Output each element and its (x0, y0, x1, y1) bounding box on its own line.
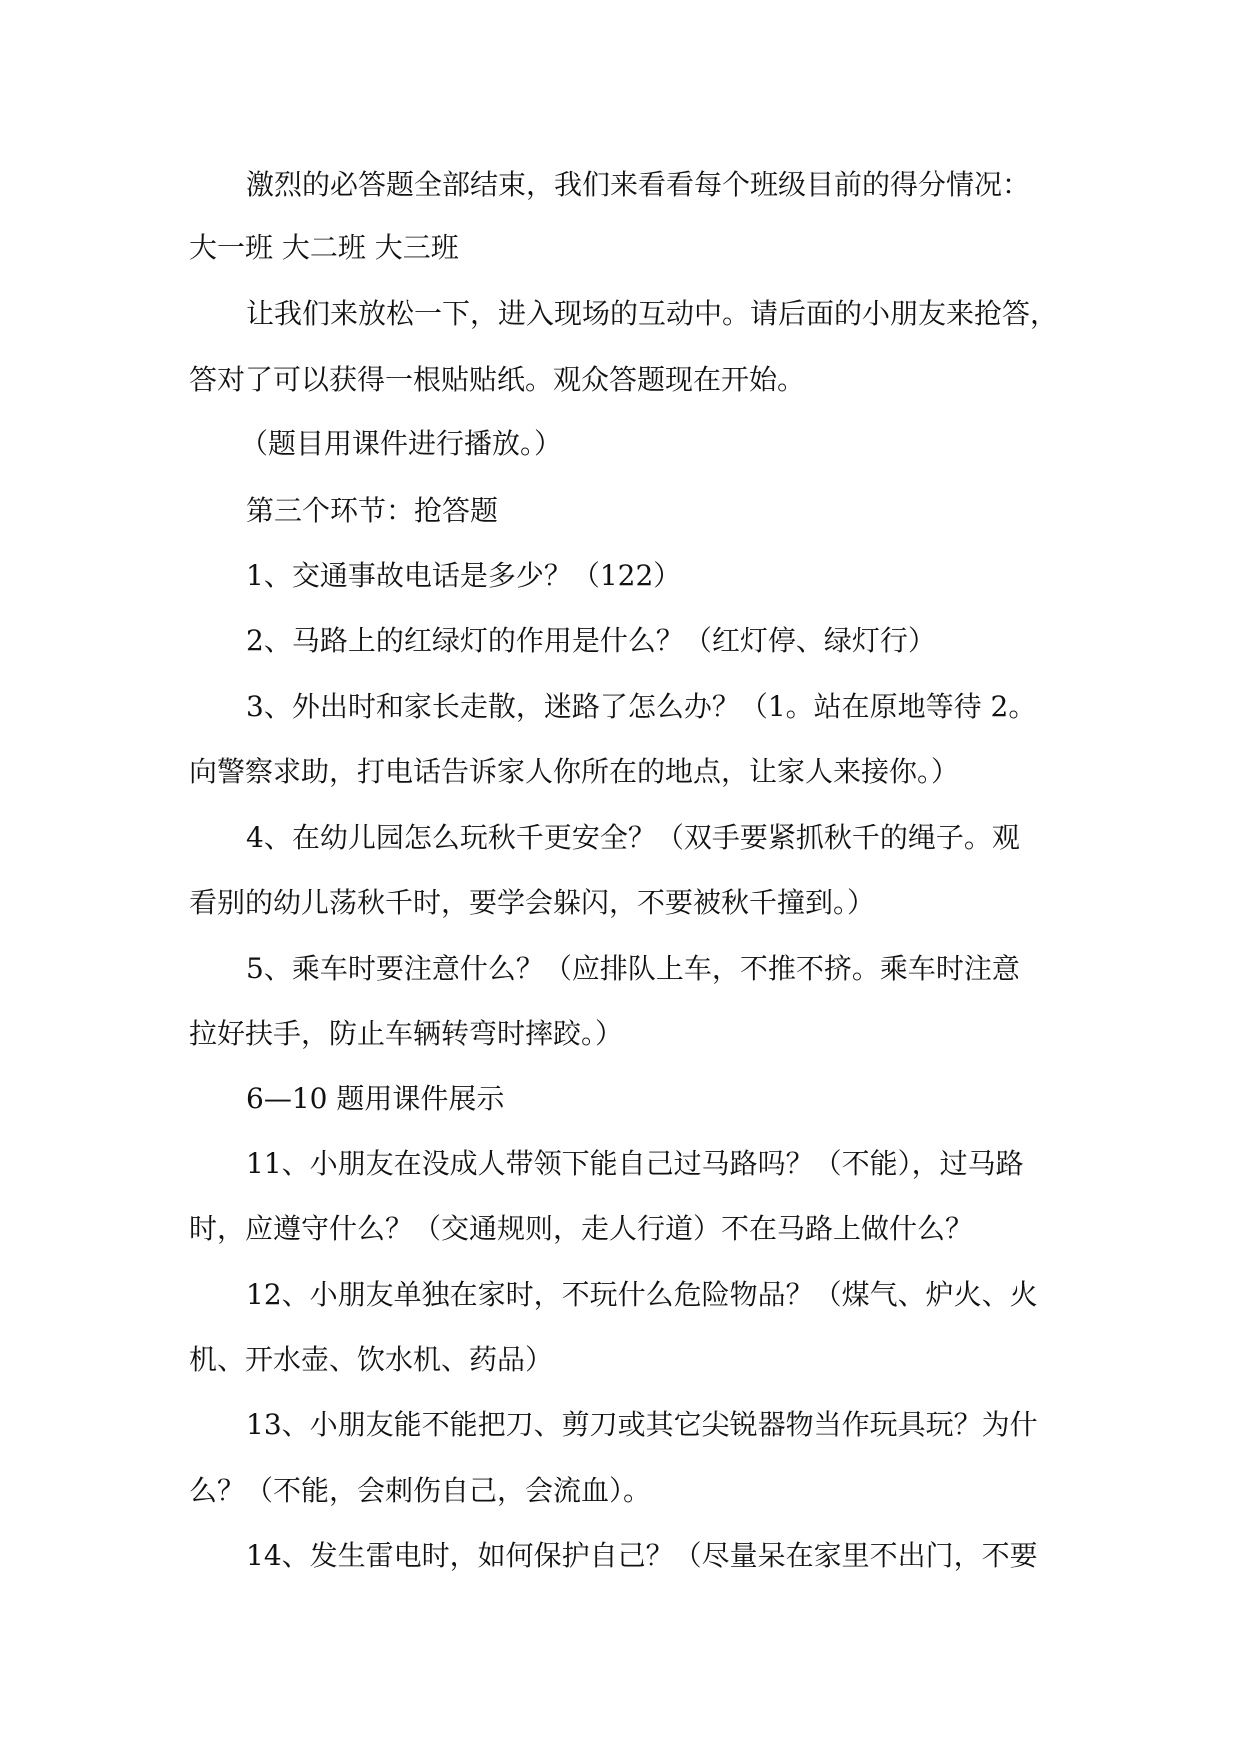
paragraph-line: 让我们来放松一下，进入现场的互动中。请后面的小朋友来抢答， (246, 297, 1059, 330)
question-line: 3、外出时和家长走散，迷路了怎么办？（1。站在原地等待 2。 (246, 690, 1037, 723)
paragraph-line: 大一班 大二班 大三班 (189, 231, 459, 264)
question-line: 向警察求助，打电话告诉家人你所在的地点，让家人来接你。） (189, 755, 960, 788)
question-line: 4、在幼儿园怎么玩秋千更安全？（双手要紧抓秋千的绳子。观 (246, 821, 1020, 854)
question-line: 14、发生雷电时，如何保护自己？（尽量呆在家里不出门，不要 (246, 1539, 1038, 1572)
question-line: 机、开水壶、饮水机、药品） (189, 1343, 554, 1376)
paragraph-line: 答对了可以获得一根贴贴纸。观众答题现在开始。 (189, 363, 806, 396)
question-line: 么？（不能，会刺伤自己，会流血）。 (189, 1474, 652, 1507)
question-line: 11、小朋友在没成人带领下能自己过马路吗？（不能），过马路 (246, 1147, 1024, 1180)
question-line: 时，应遵守什么？（交通规则，走人行道）不在马路上做什么？ (189, 1212, 974, 1245)
section-heading: 第三个环节：抢答题 (246, 494, 499, 527)
question-line: 12、小朋友单独在家时，不玩什么危险物品？（煤气、炉火、火 (246, 1278, 1038, 1311)
question-line: 看别的幼儿荡秋千时，要学会躲闪，不要被秋千撞到。） (189, 886, 876, 919)
question-line: 拉好扶手，防止车辆转弯时摔跤。） (189, 1017, 624, 1050)
paragraph-line: 激烈的必答题全部结束，我们来看看每个班级目前的得分情况： (246, 168, 1031, 201)
paragraph-line: 6—10 题用课件展示 (246, 1082, 505, 1115)
question-line: 1、交通事故电话是多少？（122） (246, 559, 682, 592)
paragraph-line: （题目用课件进行播放。） (240, 427, 563, 460)
question-line: 13、小朋友能不能把刀、剪刀或其它尖锐器物当作玩具玩？为什 (246, 1408, 1038, 1441)
question-line: 5、乘车时要注意什么？（应排队上车，不推不挤。乘车时注意 (246, 952, 1020, 985)
question-line: 2、马路上的红绿灯的作用是什么？（红灯停、绿灯行） (246, 624, 936, 657)
